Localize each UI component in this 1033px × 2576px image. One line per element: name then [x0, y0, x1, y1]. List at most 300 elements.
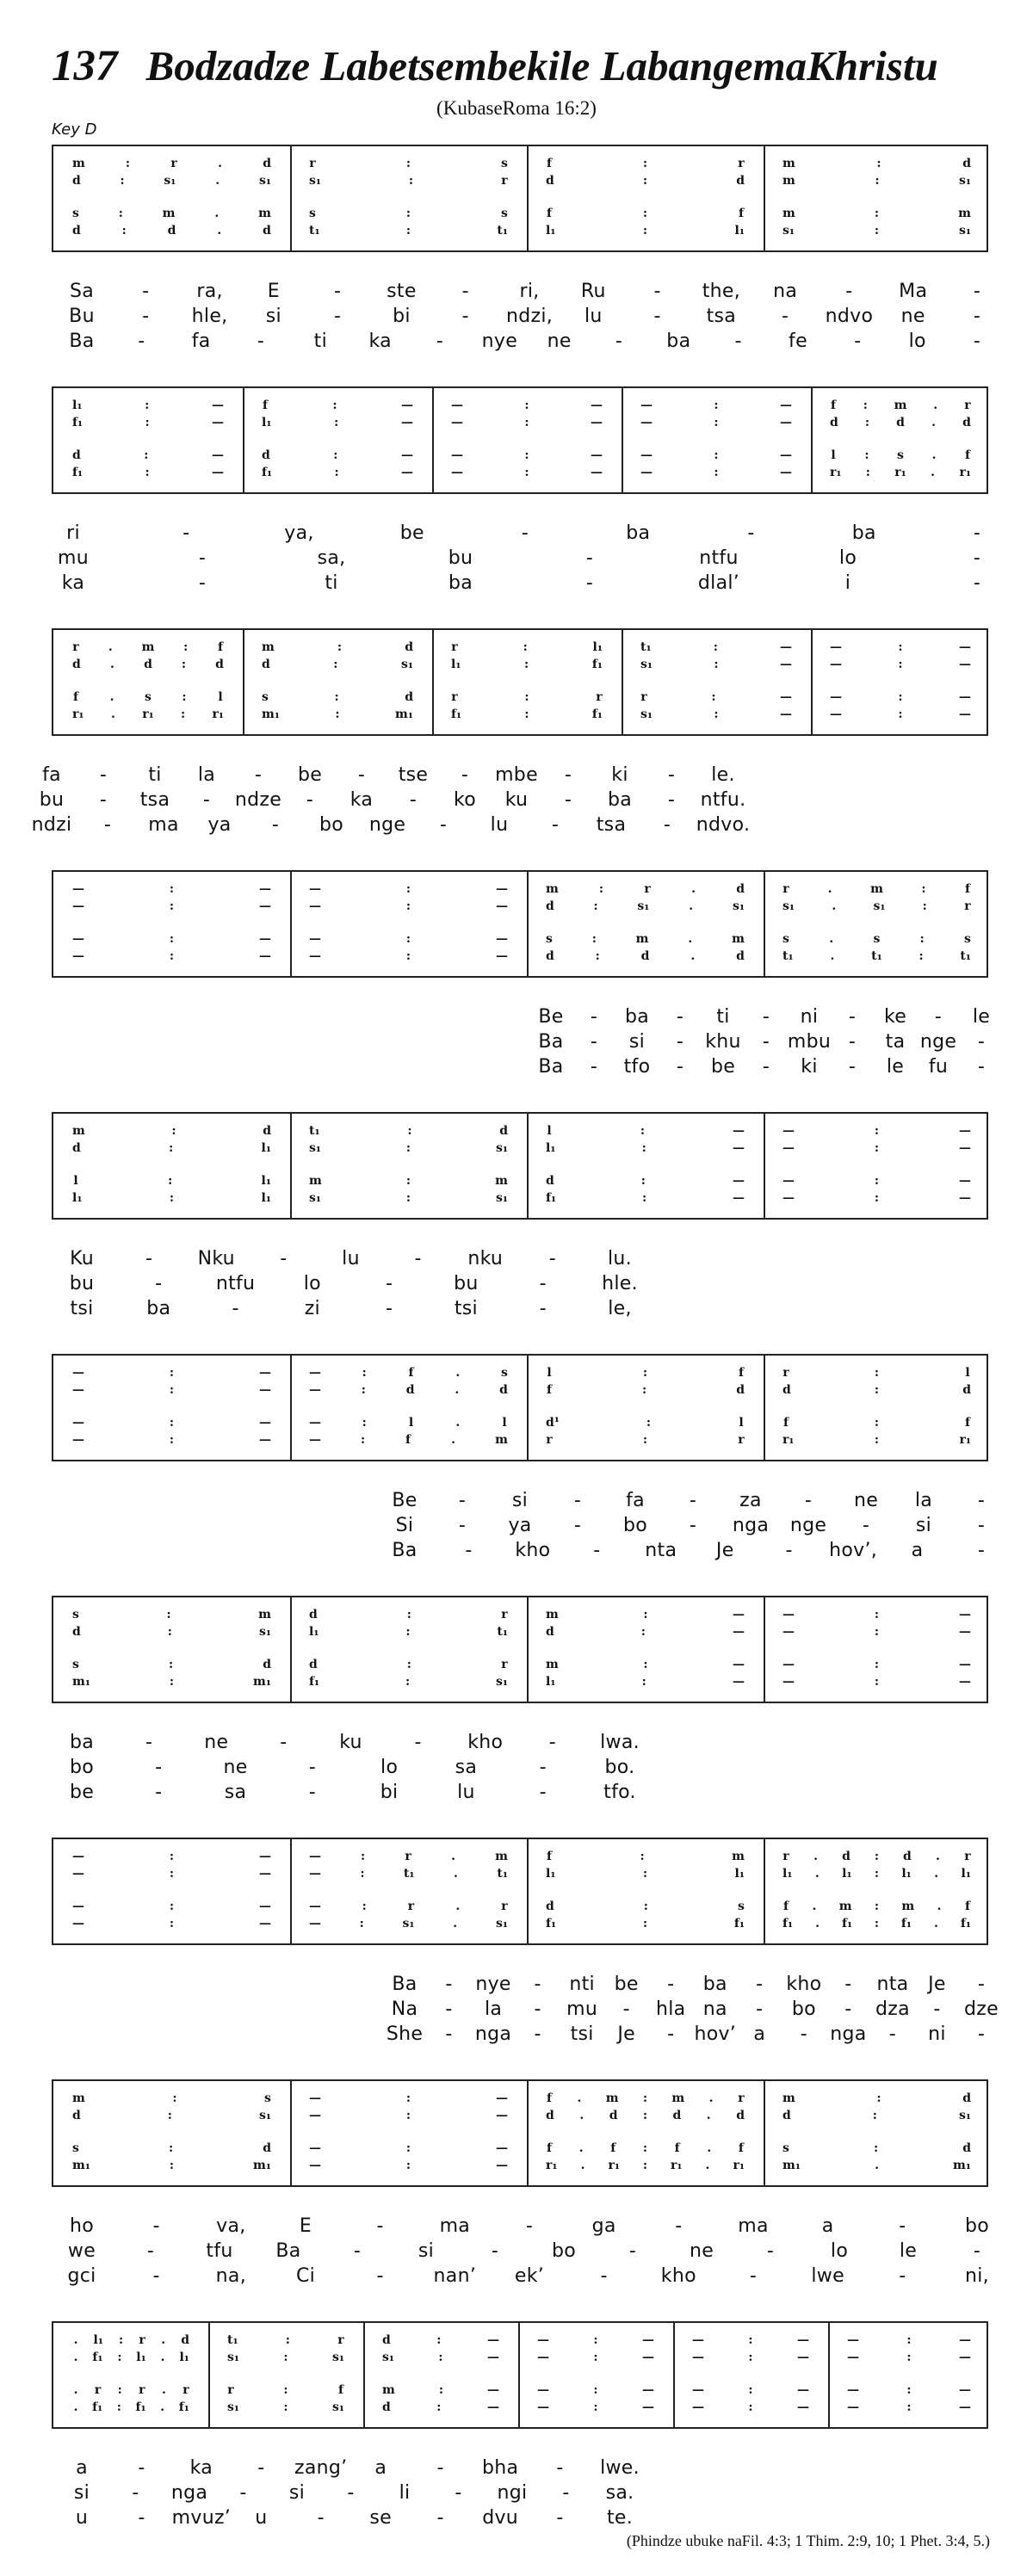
syllable-hyphen: -: [458, 1515, 467, 1536]
solfa-voice-line: s : s: [309, 207, 508, 220]
lyric-syllable: sa: [224, 1782, 247, 1803]
barline: [828, 2323, 830, 2427]
syllable-hyphen: -: [271, 814, 280, 836]
barline: [243, 388, 244, 492]
syllable-hyphen: -: [146, 2240, 155, 2262]
lyric-line-verse-1: [0, 1490, 1033, 1514]
syllable-hyphen: -: [534, 1998, 541, 2020]
music-staff: [52, 386, 988, 494]
solfa-voice-line: m : s₁: [782, 174, 971, 188]
lyric-syllable: bo: [964, 2215, 990, 2237]
syllable-hyphen: -: [747, 522, 755, 544]
syllable-hyphen: -: [386, 1298, 393, 1319]
solfa-voice-line: d : —: [546, 1625, 745, 1639]
lyric-syllable: la: [484, 1998, 503, 2020]
syllable-hyphen: -: [667, 2023, 675, 2045]
lyric-syllable: we: [67, 2240, 96, 2262]
lyric-syllable: hov’,: [829, 1540, 878, 1561]
lyric-syllable: lo: [303, 1273, 321, 1294]
lyric-syllable: kho: [467, 1732, 504, 1753]
lyric-syllable: ba: [624, 1006, 650, 1028]
solfa-voice-line: d : —: [546, 1174, 745, 1188]
lyric-syllable: lwe.: [600, 2457, 640, 2479]
lyric-syllable: nti: [569, 1974, 595, 1995]
syllable-hyphen: -: [409, 789, 418, 811]
lyric-syllable: u: [255, 2507, 268, 2529]
syllable-hyphen: -: [439, 814, 448, 836]
solfa-voice-line: . r : r . r: [73, 2383, 189, 2397]
lyric-syllable: dza: [875, 1998, 910, 2020]
syllable-hyphen: -: [934, 1006, 943, 1028]
lyric-syllable: bi: [393, 306, 411, 327]
syllable-hyphen: -: [386, 1273, 393, 1294]
lyric-syllable: ma: [738, 2215, 769, 2237]
solfa-voice-line: m₁ : m₁: [72, 2159, 271, 2172]
lyric-syllable: ra,: [196, 281, 223, 302]
solfa-voice-line: s₁ : s₁: [227, 2400, 344, 2414]
syllable-hyphen: -: [525, 2215, 534, 2237]
lyric-syllable: a: [374, 2457, 387, 2479]
syllable-hyphen: -: [436, 330, 444, 352]
syllable-hyphen: -: [491, 2240, 499, 2262]
solfa-voice-line: — : —: [72, 949, 271, 963]
solfa-voice-line: . f₁ : f₁ . f₁: [73, 2400, 189, 2414]
lyric-syllable: nga: [732, 1515, 770, 1536]
solfa-voice-line: s₁ : s₁: [227, 2351, 344, 2364]
syllable-hyphen: -: [534, 2023, 541, 2045]
lyric-syllable: lo: [838, 547, 857, 569]
syllable-hyphen: -: [973, 572, 981, 594]
syllable-hyphen: -: [854, 330, 862, 352]
syllable-hyphen: -: [564, 764, 572, 786]
syllable-hyphen: -: [977, 1031, 986, 1053]
solfa-voice-line: d : r: [309, 1658, 508, 1671]
lyric-syllable: bu: [454, 1273, 479, 1294]
solfa-voice-line: — : —: [830, 640, 971, 654]
syllable-hyphen: -: [461, 306, 469, 327]
syllable-hyphen: -: [973, 306, 981, 327]
lyric-syllable: si: [73, 2482, 90, 2504]
barline: [527, 1839, 529, 1943]
barline: [527, 872, 529, 976]
lyric-syllable: Ba: [392, 1540, 418, 1561]
syllable-hyphen: -: [521, 522, 529, 544]
syllable-hyphen: -: [306, 789, 314, 811]
lyric-syllable: Ba: [69, 330, 95, 352]
lyric-syllable: Ba: [538, 1031, 564, 1053]
barline: [622, 630, 623, 734]
syllable-hyphen: -: [615, 330, 623, 352]
lyric-line-verse-1: [0, 281, 1033, 305]
lyric-syllable: ste: [387, 281, 417, 302]
solfa-voice-line: f . m : m . r: [546, 2091, 745, 2105]
lyric-syllable: tsi: [454, 1298, 478, 1319]
lyric-syllable: tse: [398, 764, 429, 786]
syllable-hyphen: -: [308, 1757, 316, 1778]
lyric-line-verse-2: [0, 1515, 1033, 1539]
solfa-voice-line: — : —: [537, 2400, 654, 2414]
lyric-syllable: E: [267, 281, 280, 302]
syllable-hyphen: -: [155, 1757, 163, 1778]
solfa-voice-line: r . m : f: [72, 640, 223, 654]
syllable-hyphen: -: [182, 522, 190, 544]
syllable-hyphen: -: [455, 2482, 462, 2504]
syllable-hyphen: -: [628, 2240, 637, 2262]
hymn-number: 137: [52, 42, 118, 90]
lyric-syllable: zi: [304, 1298, 320, 1319]
lyric-syllable: ta: [885, 1031, 906, 1053]
barline: [208, 2323, 210, 2427]
lyric-syllable: be: [614, 1974, 639, 1995]
lyric-line-verse-1: [0, 2457, 1033, 2481]
syllable-hyphen: -: [844, 1974, 852, 1995]
solfa-voice-line: t₁ : r: [227, 2333, 344, 2347]
lyric-syllable: Na: [391, 1998, 418, 2020]
lyric-line-verse-2: [0, 1998, 1033, 2023]
syllable-hyphen: -: [845, 281, 853, 302]
lyric-syllable: ne: [689, 2240, 714, 2262]
lyric-syllable: bo.: [604, 1757, 635, 1778]
lyric-syllable: ni,: [965, 2265, 989, 2287]
solfa-voice-line: . l₁ : r . d: [73, 2333, 189, 2347]
syllable-hyphen: -: [280, 1732, 288, 1753]
solfa-voice-line: s : d: [782, 2141, 971, 2155]
lyric-syllable: nye: [481, 330, 518, 352]
syllable-hyphen: -: [676, 1031, 684, 1053]
lyric-syllable: khu: [705, 1031, 741, 1053]
syllable-hyphen: -: [376, 2265, 384, 2287]
solfa-voice-line: — : —: [451, 416, 603, 429]
syllable-hyphen: -: [862, 1515, 870, 1536]
lyric-syllable: dvu: [482, 2507, 519, 2529]
music-staff: [52, 2321, 988, 2429]
solfa-voice-line: s₁ : s₁: [782, 224, 971, 238]
solfa-voice-line: — : —: [782, 1174, 971, 1188]
solfa-voice-line: r . d : d . r: [782, 1850, 971, 1863]
solfa-voice-line: l₁ : —: [72, 398, 224, 412]
lyric-syllable: na: [773, 281, 798, 302]
solfa-voice-line: — : —: [847, 2351, 971, 2364]
syllable-hyphen: -: [461, 764, 469, 786]
solfa-voice-line: — : —: [72, 899, 271, 913]
solfa-voice-line: d : s₁: [782, 2109, 971, 2122]
music-staff: [52, 2079, 988, 2187]
lyric-syllable: hle.: [602, 1273, 638, 1294]
syllable-hyphen: -: [198, 572, 207, 594]
solfa-voice-line: d¹ : l: [546, 1416, 744, 1430]
solfa-voice-line: r : r: [546, 1433, 745, 1447]
lyric-syllable: bo: [791, 1998, 816, 2020]
lyric-syllable: mu: [566, 1998, 598, 2020]
solfa-voice-line: — : r . r: [309, 1900, 508, 1913]
lyric-syllable: Be: [392, 1490, 418, 1511]
syllable-hyphen: -: [782, 306, 789, 327]
syllable-hyphen: -: [977, 1490, 986, 1511]
syllable-hyphen: -: [353, 2240, 362, 2262]
lyric-syllable: ya,: [284, 522, 314, 544]
syllable-hyphen: -: [145, 1248, 153, 1269]
solfa-voice-line: — : —: [782, 1608, 971, 1622]
lyric-line-verse-3: [0, 1540, 1033, 1564]
syllable-hyphen: -: [445, 1974, 453, 1995]
syllable-hyphen: -: [804, 1490, 813, 1511]
syllable-hyphen: -: [973, 547, 981, 569]
solfa-voice-line: s₁ : s₁: [309, 1141, 508, 1155]
lyric-syllable: ku: [339, 1732, 362, 1753]
syllable-hyphen: -: [749, 2265, 758, 2287]
key-signature: Key D: [52, 120, 97, 139]
syllable-hyphen: -: [933, 1998, 941, 2020]
lyric-syllable: le: [972, 1006, 991, 1028]
solfa-voice-line: — : —: [830, 690, 971, 704]
solfa-voice-line: l : l₁: [73, 1174, 271, 1188]
solfa-voice-line: l : f: [547, 1366, 745, 1380]
solfa-voice-line: d : d . d: [72, 224, 271, 238]
syllable-hyphen: -: [977, 1540, 986, 1561]
syllable-hyphen: -: [155, 1273, 163, 1294]
lyric-syllable: i: [844, 572, 851, 594]
syllable-hyphen: -: [145, 1732, 153, 1753]
lyric-syllable: la: [197, 764, 216, 786]
solfa-voice-line: — : l . l: [309, 1416, 507, 1430]
syllable-hyphen: -: [762, 1031, 770, 1053]
syllable-hyphen: -: [436, 2507, 444, 2529]
lyric-line-verse-3: [0, 1056, 1033, 1080]
solfa-voice-line: — : —: [537, 2333, 654, 2347]
music-staff: [52, 628, 988, 736]
syllable-hyphen: -: [202, 789, 211, 811]
syllable-hyphen: -: [899, 2215, 906, 2237]
solfa-voice-line: l₁ : l₁: [546, 224, 745, 238]
lyric-syllable: nta: [876, 1974, 909, 1995]
lyric-syllable: fe: [789, 330, 807, 352]
syllable-hyphen: -: [334, 281, 342, 302]
solfa-voice-line: — : r . m: [309, 1850, 508, 1863]
solfa-voice-line: d : s₁: [262, 658, 413, 671]
lyric-line-verse-1: [0, 1974, 1033, 1998]
barline: [432, 388, 434, 492]
syllable-hyphen: -: [689, 1490, 697, 1511]
solfa-voice-line: r₁ : r₁: [782, 1433, 971, 1447]
syllable-hyphen: -: [376, 2215, 384, 2237]
hymn-title: Bodzadze Labetsembekile LabangemaKhristu: [145, 42, 938, 90]
solfa-voice-line: — : —: [72, 1917, 271, 1930]
solfa-voice-line: — : —: [640, 466, 792, 479]
lyric-syllable: lu.: [608, 1248, 632, 1269]
lyric-syllable: le: [899, 2240, 918, 2262]
lyric-syllable: ti: [313, 330, 327, 352]
barline: [527, 2081, 529, 2185]
syllable-hyphen: -: [977, 1974, 986, 1995]
lyric-line-verse-2: [0, 2482, 1033, 2506]
solfa-voice-line: — : —: [451, 448, 603, 462]
lyric-line-verse-2: [0, 789, 1033, 813]
barline: [764, 1839, 765, 1943]
lyric-syllable: ntfu.: [700, 789, 746, 811]
syllable-hyphen: -: [667, 1974, 675, 1995]
solfa-voice-line: f : f: [782, 1416, 971, 1430]
lyric-syllable: lu: [457, 1782, 475, 1803]
lyric-syllable: ka: [349, 789, 374, 811]
lyric-syllable: be: [297, 764, 323, 786]
solfa-voice-line: r : l₁: [451, 640, 603, 654]
lyric-syllable: the,: [702, 281, 740, 302]
lyric-syllable: Je: [715, 1540, 734, 1561]
syllable-hyphen: -: [257, 330, 265, 352]
syllable-hyphen: -: [676, 1056, 684, 1078]
syllable-hyphen: -: [308, 1782, 316, 1803]
syllable-hyphen: -: [551, 814, 560, 836]
lyric-syllable: ndzi: [31, 814, 72, 836]
lyric-syllable: tsi: [70, 1298, 94, 1319]
lyric-line-verse-1: [0, 2215, 1033, 2239]
solfa-voice-line: l₁ : f₁: [451, 658, 603, 671]
music-staff: [52, 1354, 988, 1461]
solfa-voice-line: f₁ : —: [72, 466, 224, 479]
syllable-hyphen: -: [785, 1540, 793, 1561]
lyric-syllable: tfo: [623, 1056, 651, 1078]
syllable-hyphen: -: [414, 1732, 422, 1753]
solfa-voice-line: d : d: [782, 1383, 971, 1397]
solfa-voice-line: — : —: [640, 398, 792, 412]
solfa-voice-line: — : —: [72, 932, 271, 946]
solfa-voice-line: d : —: [262, 448, 413, 462]
solfa-voice-line: — : f . m: [309, 1433, 508, 1447]
lyric-syllable: kho: [660, 2265, 696, 2287]
solfa-voice-line: — : —: [309, 932, 508, 946]
syllable-hyphen: -: [676, 1006, 684, 1028]
solfa-voice-line: s : m: [72, 1608, 271, 1622]
syllable-hyphen: -: [573, 1490, 582, 1511]
solfa-voice-line: m : m: [782, 207, 971, 220]
solfa-voice-line: d : l₁: [72, 1141, 271, 1155]
solfa-voice-line: — : —: [309, 899, 508, 913]
solfa-voice-line: l₁ : l₁: [72, 1191, 271, 1205]
lyric-syllable: a: [821, 2215, 834, 2237]
lyric-syllable: nge: [368, 814, 406, 836]
lyric-syllable: be: [399, 522, 424, 544]
syllable-hyphen: -: [800, 2023, 807, 2045]
barline: [764, 1356, 765, 1460]
barline: [764, 1597, 765, 1702]
solfa-voice-line: f : m: [546, 1850, 745, 1863]
lyric-syllable: ek’: [514, 2265, 545, 2287]
syllable-hyphen: -: [593, 1540, 601, 1561]
lyric-syllable: u: [75, 2507, 89, 2529]
syllable-hyphen: -: [155, 1782, 163, 1803]
syllable-hyphen: -: [534, 1974, 541, 1995]
lyric-syllable: be: [69, 1782, 95, 1803]
lyric-syllable: lo: [380, 1757, 399, 1778]
solfa-voice-line: f : f: [546, 207, 745, 220]
lyric-syllable: dlal’: [697, 572, 740, 594]
lyric-syllable: ke: [883, 1006, 907, 1028]
syllable-hyphen: -: [99, 764, 108, 786]
lyric-syllable: ko: [453, 789, 477, 811]
lyric-syllable: a: [753, 2023, 766, 2045]
lyric-line-verse-1: [0, 764, 1033, 788]
barline: [290, 2081, 292, 2185]
solfa-voice-line: r₁ : r₁ . r₁: [830, 466, 971, 479]
solfa-voice-line: f₁ : —: [546, 1191, 745, 1205]
syllable-hyphen: -: [734, 330, 742, 352]
lyric-syllable: hla: [656, 1998, 686, 2020]
lyric-line-verse-3: [0, 2507, 1033, 2531]
solfa-voice-line: t₁ : —: [640, 640, 792, 654]
music-staff: [52, 1596, 988, 1703]
lyric-syllable: lu: [342, 1248, 360, 1269]
syllable-hyphen: -: [973, 2240, 981, 2262]
lyric-syllable: ki: [611, 764, 628, 786]
barline: [243, 630, 244, 734]
lyric-line-verse-1: [0, 1732, 1033, 1756]
solfa-voice-line: — : s₁ . s₁: [309, 1917, 508, 1930]
lyric-syllable: ho: [69, 2215, 95, 2237]
syllable-hyphen: -: [539, 1298, 547, 1319]
lyric-syllable: bo: [622, 1515, 648, 1536]
lyric-syllable: va,: [216, 2215, 246, 2237]
lyric-syllable: Ba: [275, 2240, 301, 2262]
barline: [518, 2323, 520, 2427]
solfa-voice-line: m₁ : m₁: [72, 1675, 271, 1689]
solfa-voice-line: f : m . r: [830, 398, 971, 412]
lyric-syllable: nge: [789, 1515, 827, 1536]
lyric-syllable: za: [739, 1490, 762, 1511]
lyric-syllable: fa: [42, 764, 61, 786]
syllable-hyphen: -: [257, 2457, 265, 2479]
syllable-hyphen: -: [357, 764, 366, 786]
lyric-line-verse-2: [0, 1757, 1033, 1781]
barline: [290, 872, 292, 976]
solfa-voice-line: — : —: [309, 2091, 508, 2105]
syllable-hyphen: -: [556, 2457, 564, 2479]
solfa-voice-line: d : —: [72, 448, 224, 462]
lyric-syllable: tsa: [596, 814, 627, 836]
solfa-voice-line: s : d: [262, 690, 413, 704]
solfa-voice-line: t₁ . t₁ : t₁: [782, 949, 971, 963]
lyric-syllable: ni: [928, 2023, 946, 2045]
syllable-hyphen: -: [414, 1248, 422, 1269]
barline: [764, 1114, 765, 1218]
syllable-hyphen: -: [152, 2215, 160, 2237]
music-staff: [52, 1112, 988, 1220]
syllable-hyphen: -: [973, 522, 981, 544]
solfa-voice-line: — : t₁ . t₁: [309, 1867, 508, 1881]
lyric-line-verse-2: [0, 1273, 1033, 1297]
lyric-syllable: ntfu: [699, 547, 739, 569]
barline: [290, 1839, 292, 1943]
barline: [527, 1356, 529, 1460]
solfa-voice-line: l₁ : —: [262, 416, 413, 429]
lyric-syllable: lwa.: [600, 1732, 640, 1753]
syllable-hyphen: -: [675, 2215, 683, 2237]
solfa-voice-line: — : —: [72, 1867, 271, 1881]
solfa-voice-line: — : —: [72, 1416, 271, 1430]
lyric-syllable: be: [710, 1056, 736, 1078]
lyric-syllable: le.: [711, 764, 735, 786]
lyric-line-verse-2: [0, 306, 1033, 330]
syllable-hyphen: -: [539, 1782, 547, 1803]
solfa-voice-line: r₁ . r₁ : r₁ . r₁: [546, 2159, 745, 2172]
solfa-voice-line: d . d : d . d: [546, 2109, 745, 2122]
lyric-syllable: ndzi,: [505, 306, 554, 327]
solfa-voice-line: d . d : d: [72, 658, 224, 671]
lyric-syllable: mbu: [787, 1031, 832, 1053]
lyric-syllable: Be: [538, 1006, 564, 1028]
solfa-voice-line: r₁ . r₁ : r₁: [72, 707, 224, 721]
syllable-hyphen: -: [848, 1031, 857, 1053]
lyric-line-verse-2: [0, 2240, 1033, 2264]
